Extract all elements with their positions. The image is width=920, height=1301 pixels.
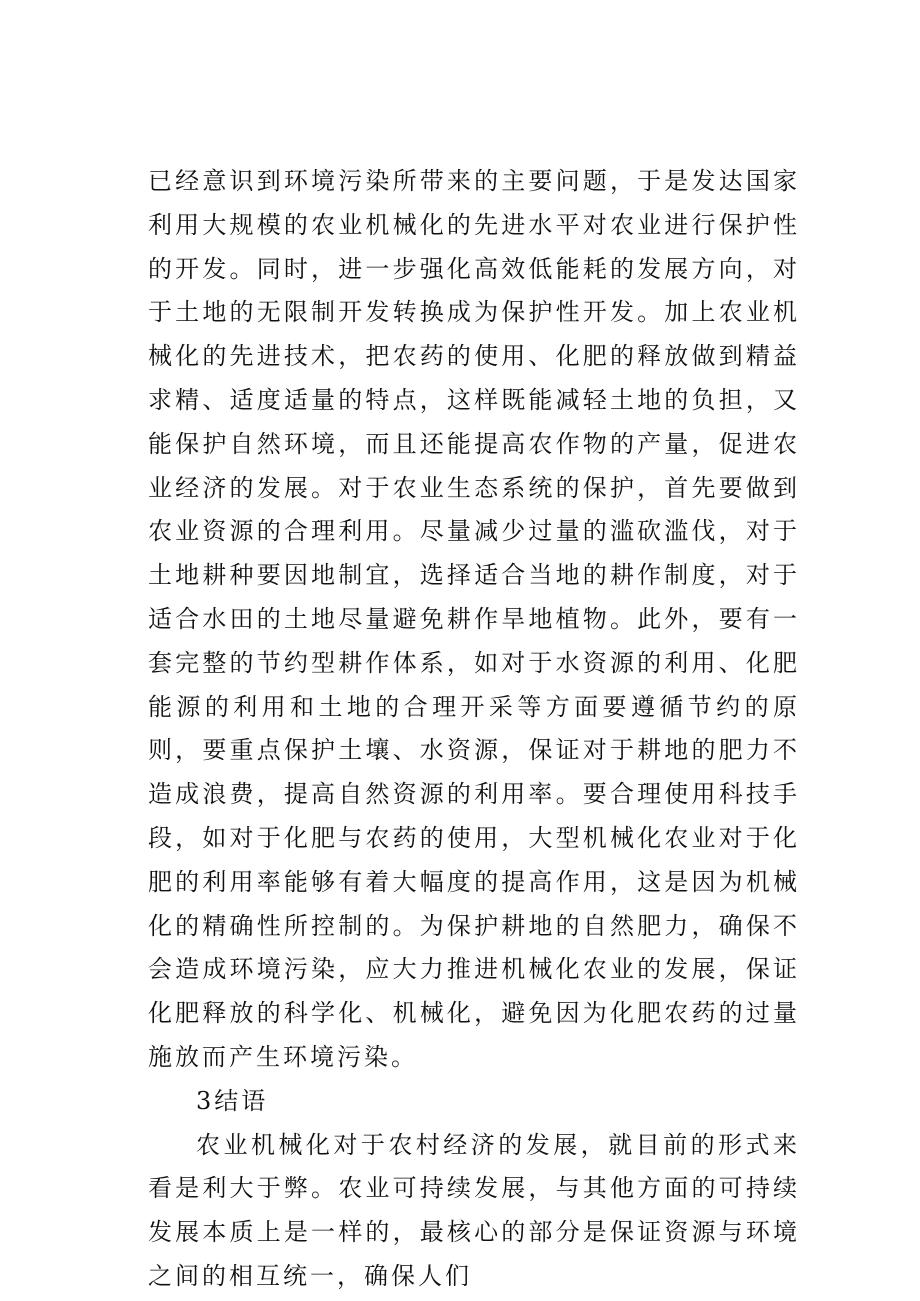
document-page bbox=[148, 160, 800, 1299]
body-paragraph: 农业机械化对于农村经济的发展，就目前的形式来看是利大于弊。农业可持续发展，与其他方面的可持续发展本质上是一样的，最核心的部分是保证资源与环境之间的相互统一，确保人们 bbox=[148, 1130, 800, 1290]
body-paragraph: 已经意识到环境污染所带来的主要问题，于是发达国家利用大规模的农业机械化的先进水平对农业进行保护性的开发。同时，进一步强化高效低能耗的发展方向，对于土地的无限制开发转换成为保护性开发。加上农业机械化的先进技术，把农药的使用、化肥的释放做到精益求精、适度适量的特点，这样既能减轻土地的负担，又能保护自然环境，而且还能提高农作物的产量，促进农业经济的发展。对于农业生态系统的保护，首先要做到农业资源的合理利用。尽量减少过量的滥砍滥伐，对于土地耕种要因地制宜，选择适合当地的耕作制度，对于适合水田的土地尽量避免耕作旱地植物。此外，要有一套完整的节约型耕作体系，如对于水资源的利用、化肥能源的利用和土地的合理开采等方面要遵循节约的原则，要重点保护土壤、水资源，保证对于耕地的肥力不造成浪费，提高自然资源的利用率。要合理使用科技手段，如对于化肥与农药的使用，大型机械化农业对于化肥的利用率能够有着大幅度的提高作用，这是因为机械化的精确性所控制的。为保护耕地的自然肥力，确保不会造成环境污染，应大力推进机械化农业的发展，保证化肥释放的科学化、机械化，避免因为化肥农药的过量施放而产生环境污染。 bbox=[148, 167, 800, 1071]
section-heading: 3结语 bbox=[196, 1086, 269, 1115]
